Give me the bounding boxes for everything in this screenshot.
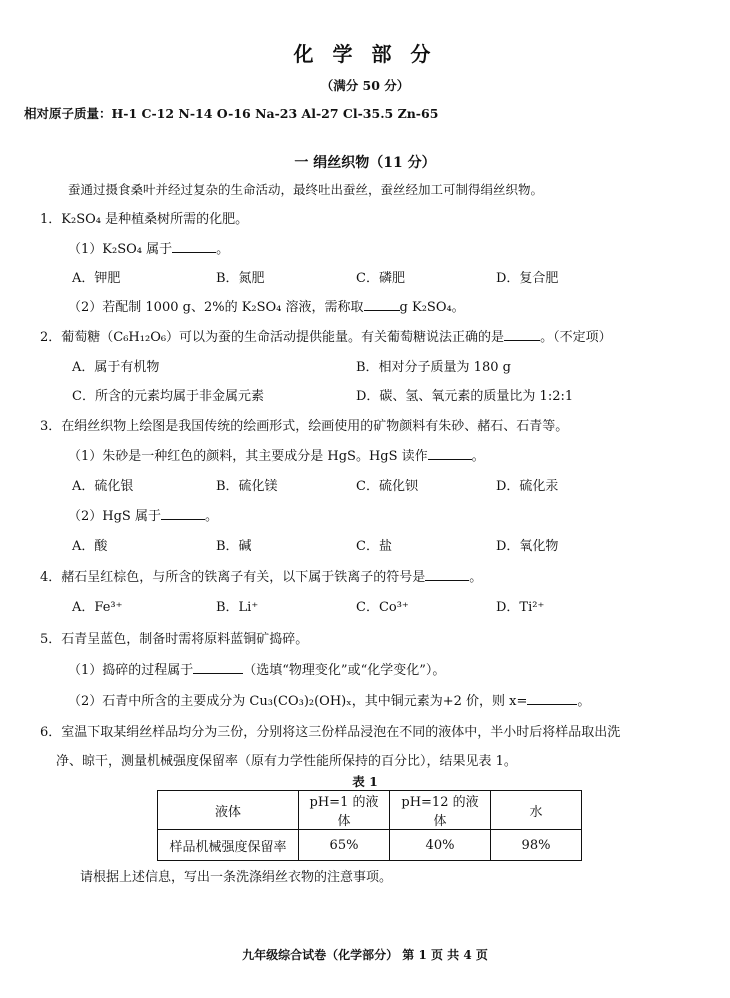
- score-note: （满分 50 分）: [320, 78, 410, 93]
- q4-option-c: C．Co³⁺: [356, 600, 409, 615]
- page-title: 化 学 部 分: [293, 42, 437, 66]
- q5-sub2-end: 。: [577, 694, 591, 709]
- table-caption: 表 1: [352, 774, 378, 789]
- q6-prompt: 请根据上述信息，写出一条洗涤绢丝衣物的注意事项。: [80, 870, 393, 885]
- answer-blank: [161, 508, 205, 520]
- section-intro: 蚕通过摄食桑叶并经过复杂的生命活动，最终吐出蚕丝，蚕丝经加工可制得绢丝织物。: [68, 182, 544, 197]
- table-cell: 98%: [491, 830, 582, 861]
- q3-option2-a: A．酸: [72, 539, 108, 554]
- q3-sub1: [68, 445, 485, 464]
- q1-sub2-end: g K₂SO₄。: [399, 300, 465, 315]
- q1-option-c: C．磷肥: [356, 271, 405, 286]
- q4-stem-text: 4．赭石呈红棕色，与所含的铁离子有关，以下属于铁离子的符号是: [40, 570, 426, 585]
- q3-option1-a: A．硫化银: [72, 479, 134, 494]
- q1-sub1: [68, 238, 229, 257]
- q5-sub2-text: （2）石青中所含的主要成分为 Cu₃(CO₃)₂(OH)ₓ，其中铜元素为+2 价，则 x=: [68, 694, 528, 709]
- table-header-row: [158, 791, 582, 830]
- q2-option-d: D．碳、氢、氧元素的质量比为 1:2:1: [356, 389, 574, 404]
- table-cell: 40%: [390, 830, 491, 861]
- answer-blank: [504, 329, 540, 341]
- q2-stem-text: 2．葡萄糖（C₆H₁₂O₆）可以为蚕的生命活动提供能量。有关葡萄糖说法正确的是: [40, 330, 505, 345]
- q3-option2-b: B．碱: [216, 539, 252, 554]
- q3-sub2: [68, 505, 218, 524]
- table-header: pH=12 的液体: [390, 791, 491, 830]
- q1-sub2-text: （2）若配制 1000 g、2%的 K₂SO₄ 溶液，需称取: [68, 300, 364, 315]
- table-header: 液体: [158, 791, 299, 830]
- q3-stem: 3．在绢丝织物上绘图是我国传统的绘画形式，绘画使用的矿物颜料有朱砂、赭石、石青等。: [40, 419, 569, 434]
- q3-sub2-end: 。: [204, 509, 218, 524]
- q2-option-c: C．所含的元素均属于非金属元素: [72, 389, 264, 404]
- q1-sub1-text: （1）K₂SO₄ 属于: [68, 242, 173, 257]
- q6-stem-line1: 6．室温下取某绢丝样品均分为三份，分别将这三份样品浸泡在不同的液体中，半小时后将样品取出洗: [40, 725, 621, 740]
- q3-option1-c: C．硫化钡: [356, 479, 418, 494]
- q3-option2-d: D．氧化物: [496, 539, 559, 554]
- answer-blank: [193, 662, 243, 674]
- answer-blank: [428, 448, 472, 460]
- q2-stem-end: 。（不定项）: [540, 330, 612, 345]
- answer-blank: [364, 299, 400, 311]
- q4-option-d: D．Ti²⁺: [496, 600, 545, 615]
- answer-blank: [425, 569, 469, 581]
- table-row: [158, 830, 582, 861]
- q3-option2-c: C．盐: [356, 539, 392, 554]
- table-row-label: 样品机械强度保留率: [158, 830, 299, 861]
- q5-sub1: [68, 659, 445, 678]
- atomic-masses: 相对原子质量：H-1 C-12 N-14 O-16 Na-23 Al-27 Cl-35.5 Zn-65: [24, 106, 439, 121]
- answer-blank: [527, 693, 577, 705]
- q3-sub2-text: （2）HgS 属于: [68, 509, 161, 524]
- q3-sub1-text: （1）朱砂是一种红色的颜料，其主要成分是 HgS。HgS 读作: [68, 449, 428, 464]
- q2-option-a: A．属于有机物: [72, 360, 160, 375]
- q5-sub2: [68, 690, 590, 709]
- q1-option-d: D．复合肥: [496, 271, 559, 286]
- answer-blank: [172, 241, 216, 253]
- table-header: pH=1 的液体: [299, 791, 390, 830]
- table-header: 水: [491, 791, 582, 830]
- q4-option-a: A．Fe³⁺: [72, 600, 123, 615]
- q3-option1-d: D．硫化汞: [496, 479, 559, 494]
- q1-sub2: [68, 296, 465, 315]
- q6-stem-line2: 净、晾干，测量机械强度保留率（原有力学性能所保持的百分比），结果见表 1。: [56, 754, 517, 769]
- q2-option-b: B．相对分子质量为 180 g: [356, 360, 511, 375]
- q4-stem-end: 。: [469, 570, 483, 585]
- q3-option1-b: B．硫化镁: [216, 479, 278, 494]
- q5-sub1-end: （选填“物理变化”或“化学变化”）。: [243, 663, 446, 678]
- q4-stem: [40, 566, 482, 585]
- q1-stem: 1．K₂SO₄ 是种植桑树所需的化肥。: [40, 212, 249, 227]
- q5-stem: 5．石青呈蓝色，制备时需将原料蓝铜矿捣碎。: [40, 632, 309, 647]
- q1-sub1-end: 。: [216, 242, 230, 257]
- q1-option-a: A．钾肥: [72, 271, 121, 286]
- page-footer: 九年级综合试卷（化学部分） 第 1 页 共 4 页: [242, 948, 488, 962]
- q2-stem: [40, 326, 612, 345]
- section-title: 一 绢丝织物（11 分）: [294, 155, 436, 171]
- table-cell: 65%: [299, 830, 390, 861]
- q3-sub1-end: 。: [471, 449, 485, 464]
- q4-option-b: B．Li⁺: [216, 600, 259, 615]
- q5-sub1-text: （1）捣碎的过程属于: [68, 663, 194, 678]
- results-table: [157, 790, 582, 861]
- q1-option-b: B．氮肥: [216, 271, 265, 286]
